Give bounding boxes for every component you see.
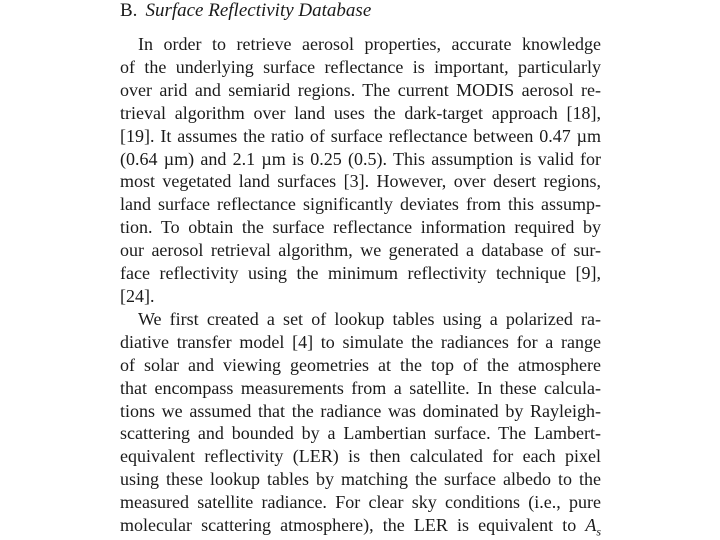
text-line: molecular scattering atmosphere), the LER is equivalent to $A_s$ [120,515,601,539]
text-line: We first created a set of lookup tables using a polarized ra- [138,308,601,329]
text-line: [24]. [120,285,155,306]
text-line: trieval algorithm over land uses the dark-target approach [18], [120,102,601,123]
text-line: In order to retrieve aerosol properties, accurate knowledge [138,34,601,54]
text-line: (0.64 µm) and 2.1 µm is 0.25 (0.5). This assumption is valid for [120,148,601,169]
body-text [120,33,601,537]
text-line: measured satellite radiance. For clear sky conditions (i.e., pure [120,492,601,513]
text-line: land surface reflectance significantly deviates from this assump- [120,194,601,215]
text-line: most vegetated land surfaces [3]. However, over desert regions, [120,171,601,192]
section-heading [120,0,371,22]
text-line: our aerosol retrieval algorithm, we generated a database of sur- [120,240,601,261]
text-line: [19]. It assumes the ratio of surface reflectance between 0.47 µm [120,125,601,146]
text-line: of solar and viewing geometries at the top of the atmosphere [120,354,601,375]
text-line: tion. To obtain the surface reflectance information required by [120,217,601,238]
text-line: face reflectivity using the minimum reflectivity technique [9], [120,263,601,284]
section-title: Surface Reflectivity Database [145,0,372,21]
text-line: scattering and bounded by a Lambertian surface. The Lambert- [120,423,601,444]
text-line: of the underlying surface reflectance is important, particularly [120,56,601,77]
text-line: diative transfer model [4] to simulate the radiances for a range [120,331,601,352]
text-line: that encompass measurements from a satellite. In these calcula- [120,377,601,398]
section-number: B. [120,0,138,21]
text-line: over arid and semiarid regions. The current MODIS aerosol re- [120,79,601,100]
text-line: tions we assumed that the radiance was dominated by Rayleigh- [120,400,601,421]
symbol-A-s: $A_s$ [585,515,601,539]
text-line: using these lookup tables by matching the surface albedo to the [120,469,601,490]
text-line: equivalent reflectivity (LER) is then calculated for each pixel [120,446,601,467]
